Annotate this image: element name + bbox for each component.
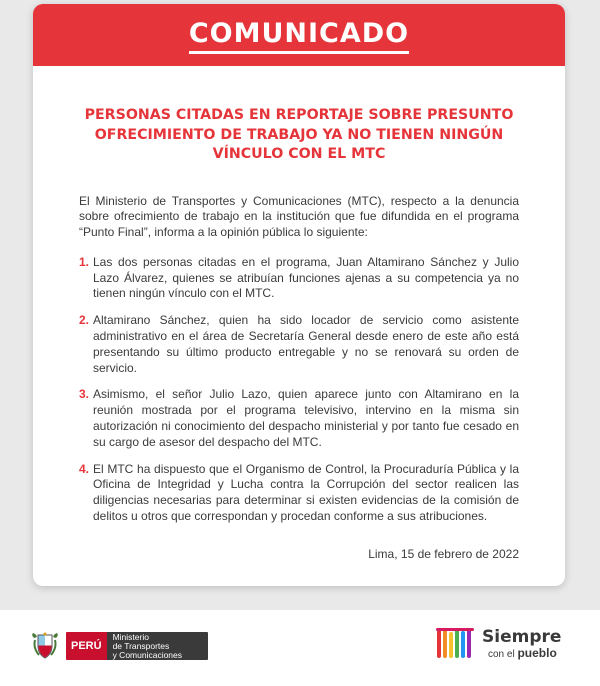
point-text: Asimismo, el señor Julio Lazo, quien aparece junto con Altamirano en la reunión mostrada por el programa televisivo, intervino en la misma sin autorización ni conocimiento del despacho ministerial y por tanto fue cesado en su cargo de asesor del despacho del MTC. <box>93 387 519 449</box>
communique-card <box>33 4 565 586</box>
point-text: El MTC ha dispuesto que el Organismo de Control, la Procuraduría Pública y la Oficina de Integridad y Lucha contra la Corrupción del sector realicen las diligencias necesarias para determinar si existen evidencias de la comisión de delitos u otros que correspondan y procedan conforme a sus atribuciones. <box>93 461 519 524</box>
banner-title: COMUNICADO <box>189 17 409 54</box>
footer <box>0 610 600 686</box>
brand-text <box>482 628 561 661</box>
list-item <box>79 255 519 302</box>
header-banner <box>33 4 565 66</box>
headline: PERSONAS CITADAS EN REPORTAJE SOBRE PRESUNTO OFRECIMIENTO DE TRABAJO YA NO TIENEN NINGÚN VÍNCULO CON EL MTC <box>84 107 514 162</box>
peru-label: PERÚ <box>66 632 107 660</box>
point-number: 3. <box>79 387 90 402</box>
ministry-badge <box>66 632 208 660</box>
intro-paragraph: El Ministerio de Transportes y Comunicaciones (MTC), respecto a la denuncia sobre ofrecimiento de trabajo en la institución que fue difundida en el programa “Punto Final”, informa a la opinión pública lo siguiente: <box>79 193 519 240</box>
brand-sub-bold: pueblo <box>517 645 557 660</box>
government-logo <box>30 632 208 660</box>
colored-bars-icon <box>436 624 476 664</box>
list-item <box>79 313 519 376</box>
coat-of-arms-icon <box>30 632 60 660</box>
date-line: Lima, 15 de febrero de 2022 <box>368 546 519 561</box>
brand-sub-prefix: con el <box>488 648 518 660</box>
brand-main: Siempre <box>482 626 562 647</box>
point-text: Altamirano Sánchez, quien ha sido locador de servicio como asistente administrativo en el área de Secretaría General desde enero de este año está presentando su último producto entregable y no se renovará su orden de servicio. <box>93 313 519 375</box>
list-item <box>79 387 519 450</box>
point-number: 1. <box>79 254 90 269</box>
siempre-con-el-pueblo-logo <box>436 624 561 664</box>
point-text: Las dos personas citadas en el programa, Juan Altamirano Sánchez y Julio Lazo Álvarez, quienes se atribuían funciones ajenas a su competencia ya no tienen ningún vínculo con el MTC. <box>93 254 519 301</box>
brand-sub <box>488 647 561 661</box>
point-number: 2. <box>79 313 90 328</box>
ministry-label: Ministerio de Transportes y Comunicaciones <box>107 632 208 660</box>
point-number: 4. <box>79 461 90 476</box>
points-list <box>79 255 519 525</box>
communique-body <box>33 106 565 561</box>
list-item <box>79 462 519 525</box>
